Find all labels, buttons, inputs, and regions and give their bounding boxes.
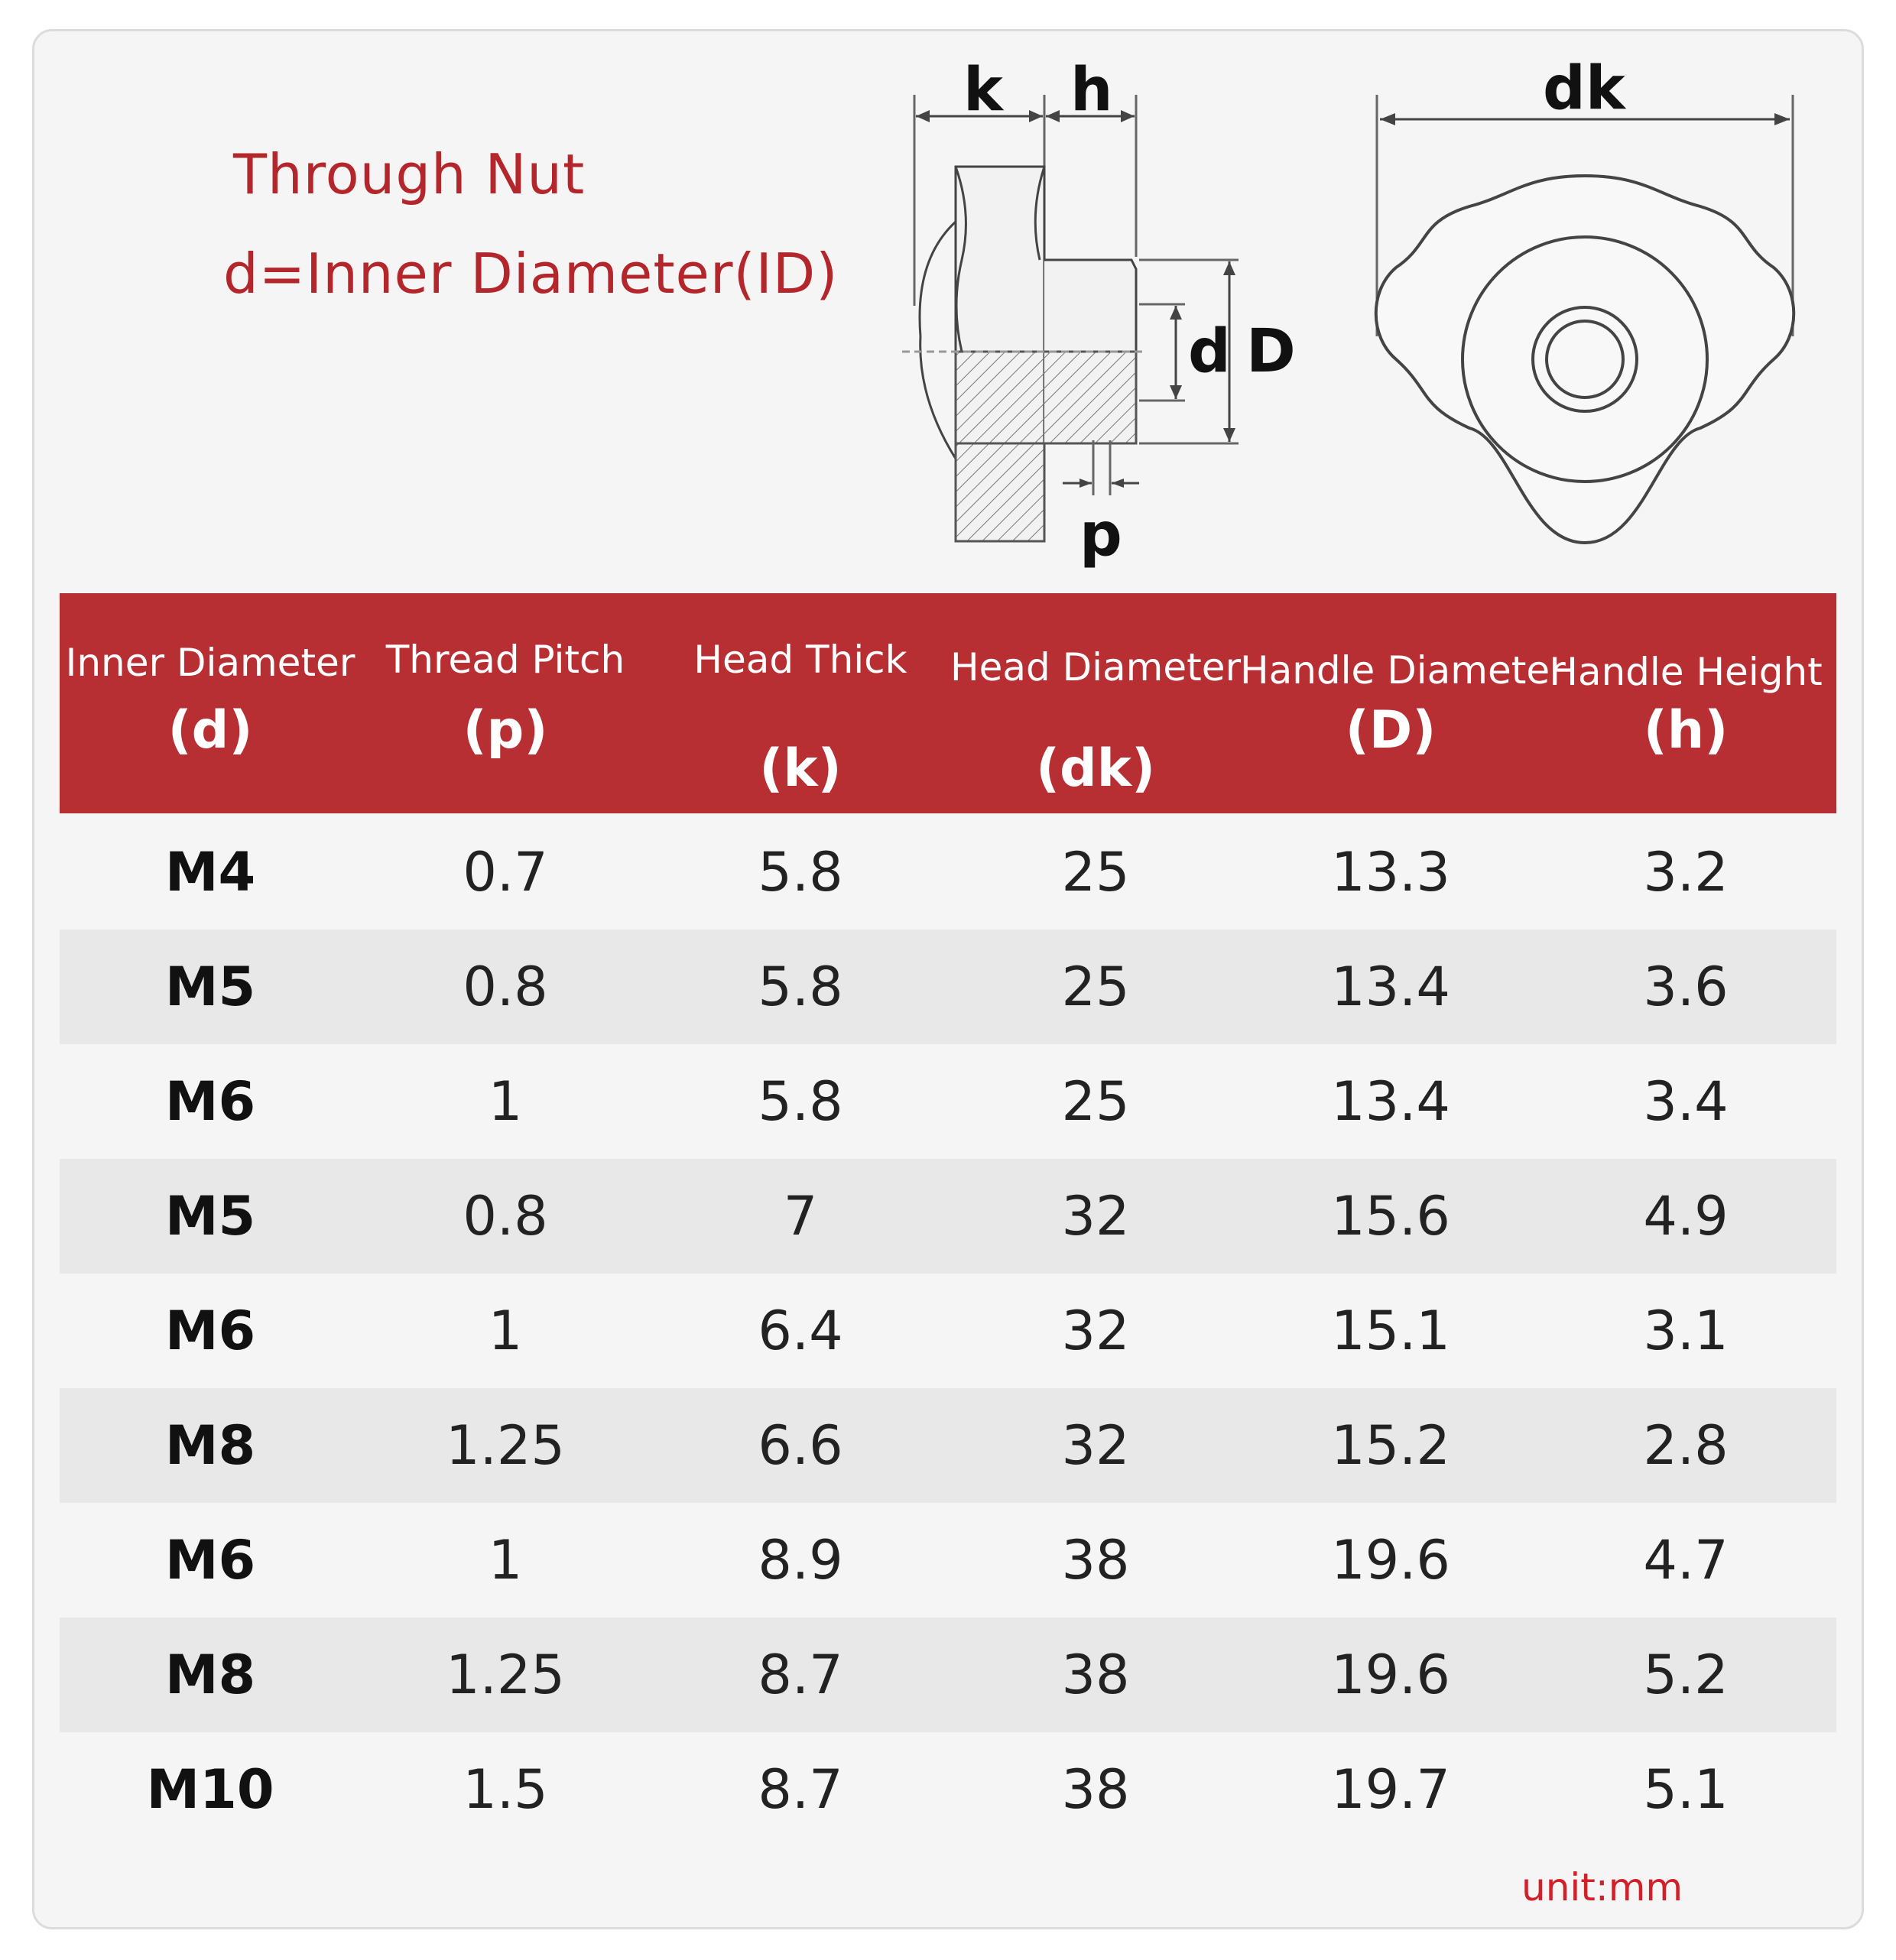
spec-table-body — [60, 815, 1836, 1847]
table-cell-size: M5 — [164, 1185, 256, 1248]
column-header — [945, 593, 1246, 813]
table-cell: 15.2 — [1331, 1414, 1450, 1477]
table-cell: 19.7 — [1331, 1758, 1450, 1821]
column-header-symbol: (p) — [463, 700, 548, 761]
table-row — [60, 1618, 1836, 1732]
table-cell: 4.9 — [1643, 1185, 1729, 1248]
column-header — [1240, 593, 1566, 813]
table-cell: 19.6 — [1331, 1529, 1450, 1592]
column-header — [650, 593, 951, 813]
page-subtitle: d=Inner Diameter(ID) — [223, 242, 839, 306]
table-cell: 3.2 — [1643, 841, 1729, 904]
table-cell: 3.6 — [1643, 956, 1729, 1018]
column-header-name: Thread Pitch — [385, 638, 625, 682]
table-cell: 8.7 — [758, 1644, 843, 1706]
column-header-name: Inner Diameter — [65, 641, 356, 685]
table-cell: 15.6 — [1331, 1185, 1450, 1248]
table-cell: 25 — [1061, 1070, 1130, 1133]
table-cell: 32 — [1061, 1185, 1130, 1248]
label-p: p — [1079, 501, 1122, 570]
table-row — [60, 930, 1836, 1044]
column-header-symbol: (d) — [167, 700, 253, 761]
table-cell-size: M6 — [164, 1529, 256, 1592]
table-cell-size: M10 — [146, 1758, 274, 1821]
column-header-name: Head Thick — [693, 638, 907, 682]
table-cell: 7 — [783, 1185, 818, 1248]
table-cell: 5.1 — [1643, 1758, 1729, 1821]
unit-note: unit:mm — [1521, 1865, 1683, 1910]
table-cell: 4.7 — [1643, 1529, 1729, 1592]
table-cell: 19.6 — [1331, 1644, 1450, 1706]
column-header-name: Handle Diameter — [1240, 648, 1566, 693]
table-cell: 32 — [1061, 1414, 1130, 1477]
table-row — [60, 1388, 1836, 1503]
column-header-name: Head Diameter — [950, 645, 1242, 690]
table-cell: 1 — [488, 1070, 523, 1133]
column-header-name: Handle Height — [1549, 650, 1823, 694]
table-cell: 13.3 — [1331, 841, 1450, 904]
column-header — [1535, 593, 1836, 813]
table-cell: 8.7 — [758, 1758, 843, 1821]
table-cell: 5.8 — [758, 1070, 843, 1133]
column-header — [60, 593, 361, 813]
table-cell-size: M4 — [164, 841, 256, 904]
table-row — [60, 1503, 1836, 1618]
table-cell: 1.25 — [446, 1644, 565, 1706]
table-cell: 38 — [1061, 1758, 1130, 1821]
label-k: k — [963, 56, 1003, 125]
column-header-symbol: (dk) — [1035, 738, 1156, 799]
table-cell: 6.4 — [758, 1300, 843, 1362]
table-header — [60, 593, 1836, 813]
table-cell-size: M5 — [164, 956, 256, 1018]
page-title: Through Nut — [233, 142, 586, 206]
table-cell: 13.4 — [1331, 1070, 1450, 1133]
table-row — [60, 1044, 1836, 1159]
table-cell-size: M6 — [164, 1070, 256, 1133]
table-cell: 6.6 — [758, 1414, 843, 1477]
table-row — [60, 815, 1836, 930]
table-row — [60, 1274, 1836, 1388]
table-cell: 5.2 — [1643, 1644, 1729, 1706]
table-cell: 32 — [1061, 1300, 1130, 1362]
table-cell: 3.4 — [1643, 1070, 1729, 1133]
column-header-symbol: (D) — [1345, 700, 1437, 761]
table-row — [60, 1159, 1836, 1274]
table-cell-size: M8 — [164, 1644, 256, 1706]
label-d: d — [1188, 317, 1231, 386]
table-cell: 25 — [1061, 956, 1130, 1018]
column-header-symbol: (h) — [1643, 700, 1729, 761]
label-h: h — [1070, 56, 1113, 125]
table-cell: 0.8 — [463, 956, 548, 1018]
table-cell: 25 — [1061, 841, 1130, 904]
table-cell: 0.8 — [463, 1185, 548, 1248]
table-cell: 15.1 — [1331, 1300, 1450, 1362]
table-cell: 38 — [1061, 1644, 1130, 1706]
column-header — [355, 593, 656, 813]
table-cell: 13.4 — [1331, 956, 1450, 1018]
table-cell: 3.1 — [1643, 1300, 1729, 1362]
column-header-symbol: (k) — [759, 738, 842, 799]
nut-diagram — [887, 31, 1835, 581]
table-cell: 1.25 — [446, 1414, 565, 1477]
label-D: D — [1246, 317, 1296, 386]
table-cell-size: M8 — [164, 1414, 256, 1477]
table-cell: 0.7 — [463, 841, 548, 904]
table-cell: 1.5 — [463, 1758, 548, 1821]
table-cell: 5.8 — [758, 841, 843, 904]
table-row — [60, 1732, 1836, 1847]
table-cell: 8.9 — [758, 1529, 843, 1592]
table-cell: 38 — [1061, 1529, 1130, 1592]
table-cell-size: M6 — [164, 1300, 256, 1362]
table-cell: 1 — [488, 1529, 523, 1592]
table-cell: 2.8 — [1643, 1414, 1729, 1477]
table-cell: 5.8 — [758, 956, 843, 1018]
table-cell: 1 — [488, 1300, 523, 1362]
front-view — [1376, 95, 1794, 543]
label-dk: dk — [1543, 54, 1625, 123]
